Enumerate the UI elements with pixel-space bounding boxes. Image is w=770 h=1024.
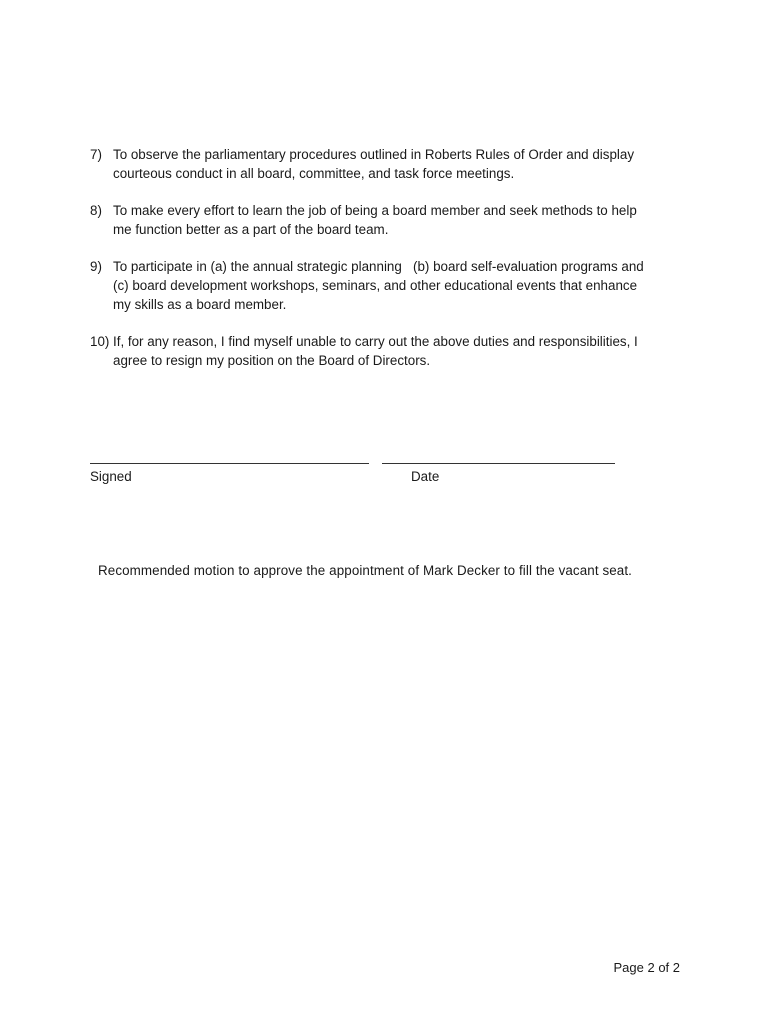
item-text-line: To observe the parliamentary procedures outlined in Roberts Rules of Order and display — [113, 147, 635, 162]
item-text — [113, 257, 680, 314]
item-text — [113, 332, 680, 370]
signature-line — [90, 463, 369, 464]
list-item-10 — [90, 332, 680, 370]
item-number: 8) — [90, 203, 102, 218]
item-text-line: agree to resign my position on the Board of Directors. — [113, 353, 431, 368]
recommended-motion: Recommended motion to approve the appointment of Mark Decker to fill the vacant seat. — [98, 563, 632, 578]
list-item-9 — [90, 257, 680, 314]
item-text-line: If, for any reason, I find myself unable to carry out the above duties and responsibilities, I — [113, 334, 638, 349]
item-number: 10) — [90, 334, 110, 349]
item-text-line: To participate in (a) the annual strategic planning (b) board self-evaluation programs and — [113, 259, 644, 274]
page-number: Page 2 of 2 — [613, 960, 680, 975]
signed-label: Signed — [90, 469, 132, 484]
item-text-line: my skills as a board member. — [113, 297, 287, 312]
item-text-line: courteous conduct in all board, committee, and task force meetings. — [113, 166, 515, 181]
item-text-line: me function better as a part of the board team. — [113, 222, 389, 237]
item-text-line: (c) board development workshops, seminars, and other educational events that enhance — [113, 278, 638, 293]
list-item-7 — [90, 145, 680, 183]
item-text-line: To make every effort to learn the job of being a board member and seek methods to help — [113, 203, 637, 218]
item-text — [113, 201, 680, 239]
date-line — [382, 463, 615, 464]
date-label: Date — [411, 469, 440, 484]
item-number: 9) — [90, 259, 102, 274]
list-item-8 — [90, 201, 680, 239]
item-text — [113, 145, 680, 183]
responsibilities-list — [90, 145, 680, 388]
item-number: 7) — [90, 147, 102, 162]
